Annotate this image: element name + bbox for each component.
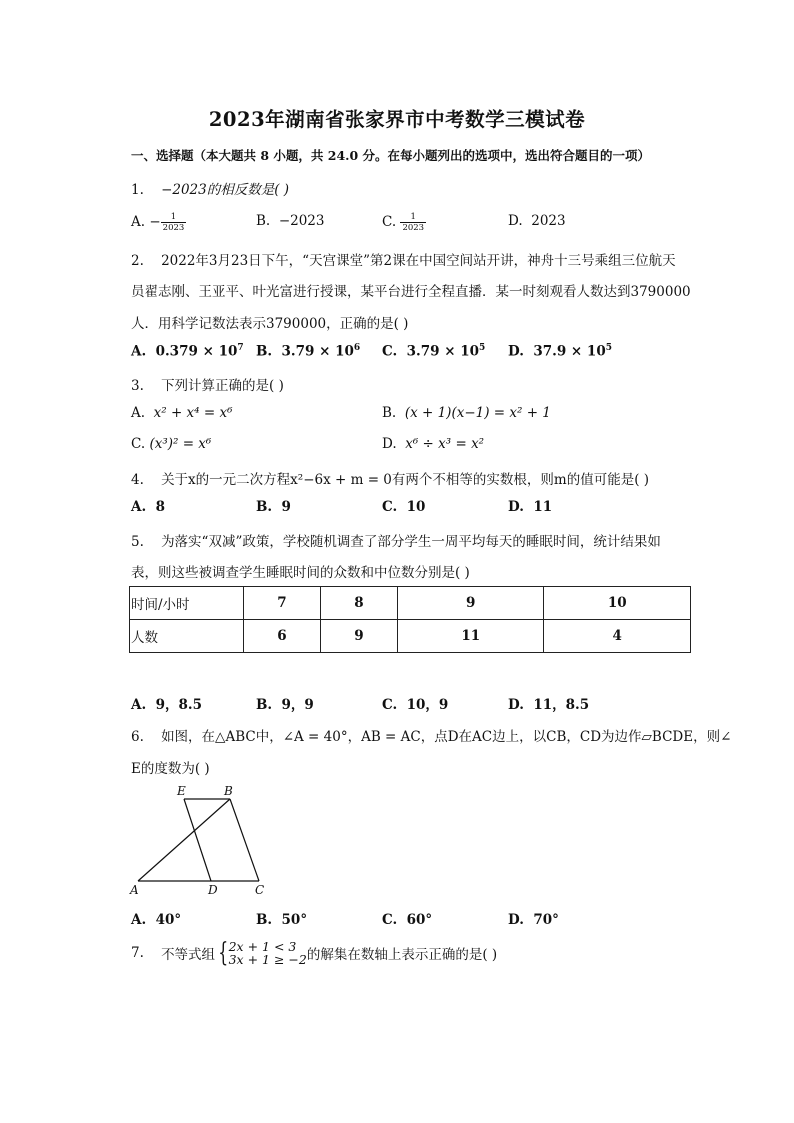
segment-bc xyxy=(230,799,259,881)
question-2 xyxy=(131,249,676,269)
question-text-line: 如图，在△ABC中，∠A = 40°，AB = AC，点D在AC边上，以CB，CD为边作▱BCDE，则∠ xyxy=(161,729,732,745)
question-text-line: 人．用科学记数法表示3790000，正确的是( ) xyxy=(131,316,409,332)
option-value: 70° xyxy=(533,912,559,928)
question-number: 6. xyxy=(131,729,144,745)
table-cell: 6 xyxy=(244,620,321,653)
question-text: 下列计算正确的是( ) xyxy=(161,378,284,394)
fraction-numerator: 1 xyxy=(400,212,426,223)
option-label: C. xyxy=(382,214,397,230)
question-text: 不等式组 xyxy=(161,947,216,963)
question-number: 7. xyxy=(131,945,144,961)
exponent: 5 xyxy=(479,343,486,353)
option-value: 11，8.5 xyxy=(533,697,590,713)
option-value: 0.379 × 10 xyxy=(155,343,238,360)
option-d[interactable] xyxy=(508,343,612,360)
option-value: 2023 xyxy=(531,213,566,229)
table-row xyxy=(130,620,691,653)
table-cell: 10 xyxy=(544,587,691,620)
option-label: A. xyxy=(131,697,147,713)
fraction-numerator: 1 xyxy=(161,212,187,223)
option-value: (x³)² = x⁶ xyxy=(149,436,212,452)
question-text-line: 2022年3月23日下午，“天宫课堂”第2课在中国空间站开讲，神舟十三号乘组三位航天 xyxy=(161,253,676,269)
option-value: 10，9 xyxy=(406,697,449,713)
question-text: 的解集在数轴上表示正确的是( ) xyxy=(306,947,498,963)
option-b[interactable] xyxy=(256,343,360,360)
option-label: A. xyxy=(131,405,146,421)
point-label-c: C xyxy=(255,883,265,897)
fraction-denominator: 2023 xyxy=(162,223,185,233)
point-label-b: B xyxy=(224,784,233,798)
option-label: B. xyxy=(382,405,397,421)
exponent: 5 xyxy=(605,343,612,353)
option-value: 40° xyxy=(155,912,182,928)
question-7 xyxy=(131,940,497,966)
table-cell: 4 xyxy=(544,620,691,653)
question-1 xyxy=(131,178,289,198)
option-value: 8 xyxy=(155,499,165,515)
option-c[interactable] xyxy=(382,912,432,928)
question-number: 2. xyxy=(131,253,144,269)
exponent: 6 xyxy=(353,343,361,353)
table-cell: 9 xyxy=(398,587,544,620)
table-cell: 7 xyxy=(244,587,321,620)
option-value: 9 xyxy=(281,499,291,515)
option-a[interactable] xyxy=(131,693,202,713)
option-label: C. xyxy=(382,912,398,928)
option-c[interactable] xyxy=(382,212,426,233)
option-label: D. xyxy=(508,912,524,928)
option-a[interactable] xyxy=(131,405,233,421)
option-a[interactable] xyxy=(131,499,165,515)
option-value: 11 xyxy=(533,499,553,515)
table-row xyxy=(130,587,691,620)
section-heading: 一、选择题（本大题共 8 小题，共 24.0 分。在每小题列出的选项中，选出符合题目的一项） xyxy=(131,148,651,163)
option-label: C. xyxy=(131,436,146,452)
question-text-line: E的度数为( ) xyxy=(131,761,210,777)
segment-ed xyxy=(184,799,211,881)
left-brace: { xyxy=(218,938,229,968)
option-value: 10 xyxy=(406,499,426,515)
option-a[interactable] xyxy=(131,343,244,360)
inequality-1: 2x + 1 < 3 xyxy=(228,939,297,954)
table-cell: 8 xyxy=(321,587,398,620)
option-label: A. xyxy=(131,343,147,360)
option-d[interactable] xyxy=(508,693,589,713)
option-value: 37.9 × 10 xyxy=(533,343,606,360)
table-cell: 9 xyxy=(321,620,398,653)
question-4 xyxy=(131,468,649,488)
option-label: B. xyxy=(256,343,273,360)
point-label-a: A xyxy=(130,883,139,897)
triangle-parallelogram-figure xyxy=(128,782,278,898)
option-label: B. xyxy=(256,697,273,713)
minus-sign: − xyxy=(149,214,161,230)
question-5 xyxy=(131,530,661,550)
table-row-header: 时间/小时 xyxy=(130,587,244,620)
option-a[interactable] xyxy=(131,912,181,928)
fraction xyxy=(400,212,426,233)
option-value: 3.79 × 10 xyxy=(281,343,354,360)
option-c[interactable] xyxy=(131,436,211,452)
option-label: A. xyxy=(131,912,147,928)
option-label: D. xyxy=(508,213,523,229)
option-label: D. xyxy=(382,436,397,452)
option-value: 9，8.5 xyxy=(155,697,202,713)
option-value: 3.79 × 10 xyxy=(406,343,480,360)
option-c[interactable] xyxy=(382,693,448,713)
option-value: 9，9 xyxy=(281,697,314,713)
option-d[interactable] xyxy=(382,436,484,452)
question-number: 1. xyxy=(131,182,144,198)
option-label: C. xyxy=(382,499,398,515)
option-value: (x + 1)(x−1) = x² + 1 xyxy=(404,405,551,421)
sleep-time-table xyxy=(129,586,691,653)
option-label: B. xyxy=(256,912,273,928)
segment-ab xyxy=(138,799,230,881)
question-3 xyxy=(131,374,284,394)
option-b[interactable] xyxy=(256,213,324,229)
option-label: B. xyxy=(256,213,271,229)
option-label: D. xyxy=(508,499,524,515)
option-label: B. xyxy=(256,499,273,515)
inequality-system xyxy=(229,940,307,966)
option-value: x⁶ ÷ x³ = x² xyxy=(405,436,485,452)
option-label: A. xyxy=(131,214,146,230)
option-label: A. xyxy=(131,499,147,515)
option-b[interactable] xyxy=(256,693,314,713)
option-d[interactable] xyxy=(508,499,552,515)
option-value: x² + x⁴ = x⁶ xyxy=(153,405,233,421)
page-title: 2023年湖南省张家界市中考数学三模试卷 xyxy=(208,108,586,131)
question-number: 3. xyxy=(131,378,144,394)
point-label-d: D xyxy=(208,883,218,897)
option-d[interactable] xyxy=(508,912,559,928)
option-label: C. xyxy=(382,697,398,713)
question-text-line: 员翟志刚、王亚平、叶光富进行授课，某平台进行全程直播．某一时刻观看人数达到3790000 xyxy=(131,284,691,300)
option-value: 60° xyxy=(406,912,433,928)
table-cell: 11 xyxy=(398,620,544,653)
option-a[interactable] xyxy=(131,212,186,233)
option-c[interactable] xyxy=(382,499,425,515)
exponent: 7 xyxy=(237,343,244,353)
option-b[interactable] xyxy=(256,499,291,515)
option-label: C. xyxy=(382,343,398,360)
option-d[interactable] xyxy=(508,213,566,229)
option-b[interactable] xyxy=(382,405,551,421)
question-number: 5. xyxy=(131,534,144,550)
question-text-line: 表，则这些被调查学生睡眠时间的众数和中位数分别是( ) xyxy=(131,565,470,581)
option-c[interactable] xyxy=(382,343,485,360)
question-6 xyxy=(131,725,731,745)
option-b[interactable] xyxy=(256,912,307,928)
question-text: 关于x的一元二次方程x²−6x + m = 0有两个不相等的实数根，则m的值可能是( ) xyxy=(161,472,650,488)
question-text: −2023的相反数是( ) xyxy=(161,182,290,198)
inequality-2: 3x + 1 ≥ −2 xyxy=(228,952,307,967)
option-value: −2023 xyxy=(278,213,325,229)
point-label-e: E xyxy=(177,784,186,798)
option-label: D. xyxy=(508,697,524,713)
table-row-header: 人数 xyxy=(130,620,244,653)
fraction xyxy=(161,212,187,233)
option-label: D. xyxy=(508,343,524,360)
question-text-line: 为落实“双减”政策，学校随机调查了部分学生一周平均每天的睡眠时间，统计结果如 xyxy=(161,534,661,550)
option-value: 50° xyxy=(281,912,308,928)
fraction-denominator: 2023 xyxy=(402,223,425,233)
question-number: 4. xyxy=(131,472,144,488)
